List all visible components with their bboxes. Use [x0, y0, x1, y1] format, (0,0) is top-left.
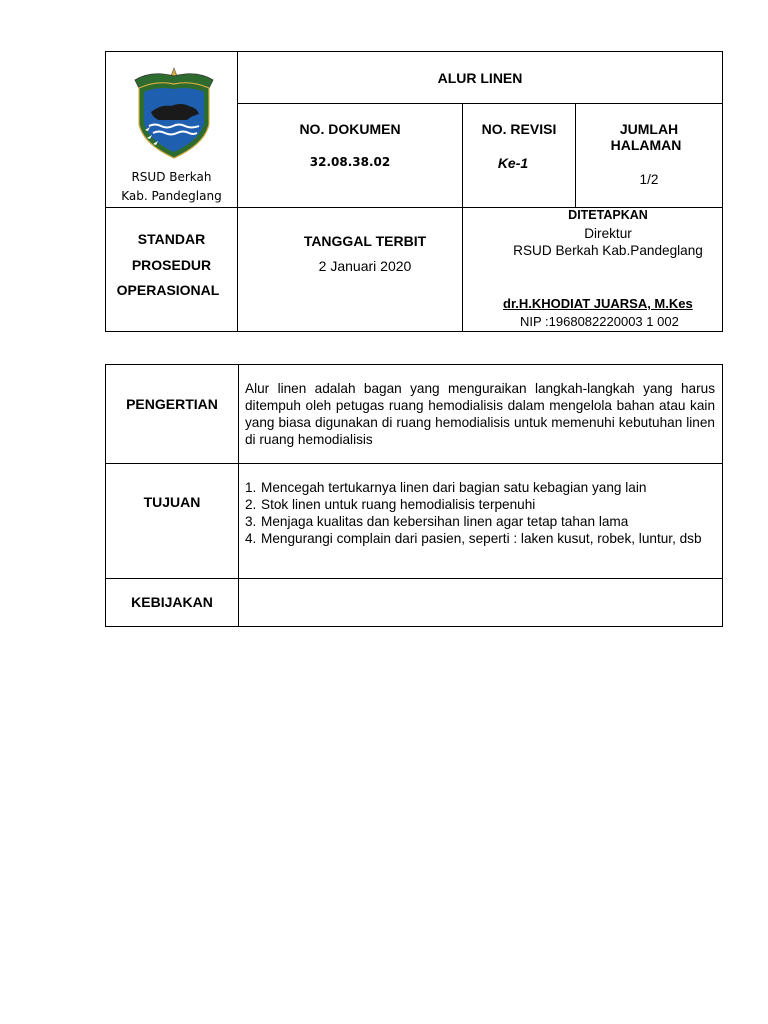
sop-label-line1: STANDAR	[137, 231, 206, 247]
hospital-name: RSUD Berkah	[131, 170, 212, 184]
list-item: 3. Menjaga kualitas dan kebersihan linen agar tetap tahan lama	[245, 514, 629, 529]
list-item: 2. Stok linen untuk ruang hemodialisis terpenuhi	[245, 497, 536, 512]
list-item: 4. Mengurangi complain dari pasien, seperti : laken kusut, robek, luntur, dsb	[245, 531, 702, 546]
hospital-location: Kab. Pandeglang	[121, 189, 222, 203]
sop-label-line2: PROSEDUR	[131, 257, 212, 273]
issue-date-label: TANGGAL TERBIT	[303, 233, 427, 249]
regency-emblem-logo	[131, 66, 217, 160]
page-count-label: JUMLAH	[619, 121, 679, 137]
approver-organization: RSUD Berkah Kab.Pandeglang	[513, 243, 703, 258]
approved-label: DITETAPKAN	[568, 208, 648, 222]
document-title: ALUR LINEN	[437, 70, 523, 86]
doc-number-label: NO. DOKUMEN	[299, 121, 401, 137]
definition-text: Alur linen adalah bagan yang menguraikan langkah-langkah yang harus ditempuh oleh petugas ruang hemodialisis dalam mengelola bahan atau kain yang biasa digunakan di ruang hemodialisis untuk memenuhi kebutuhan linen di ruang hemodialisis	[245, 381, 715, 447]
sop-label-line3: OPERASIONAL	[116, 282, 220, 298]
approver-role: Direktur	[584, 226, 632, 241]
doc-number-value: 32.08.38.02	[309, 155, 391, 169]
list-item: 1. Mencegah tertukarnya linen dari bagian satu kebagian yang lain	[245, 480, 647, 495]
purpose-list	[245, 479, 715, 547]
issue-date-value: 2 Januari 2020	[318, 258, 412, 274]
page-count-label-2: HALAMAN	[610, 137, 682, 153]
definition-label: PENGERTIAN	[126, 396, 218, 412]
page-count-value: 1/2	[639, 172, 659, 187]
purpose-label: TUJUAN	[143, 494, 201, 510]
approver-nip: NIP :1968082220003 1 002	[520, 314, 679, 329]
policy-label: KEBIJAKAN	[131, 594, 213, 610]
revision-value: Ke-1	[497, 155, 529, 171]
approver-name: dr.H.KHODIAT JUARSA, M.Kes	[503, 296, 693, 311]
revision-label: NO. REVISI	[481, 121, 557, 137]
